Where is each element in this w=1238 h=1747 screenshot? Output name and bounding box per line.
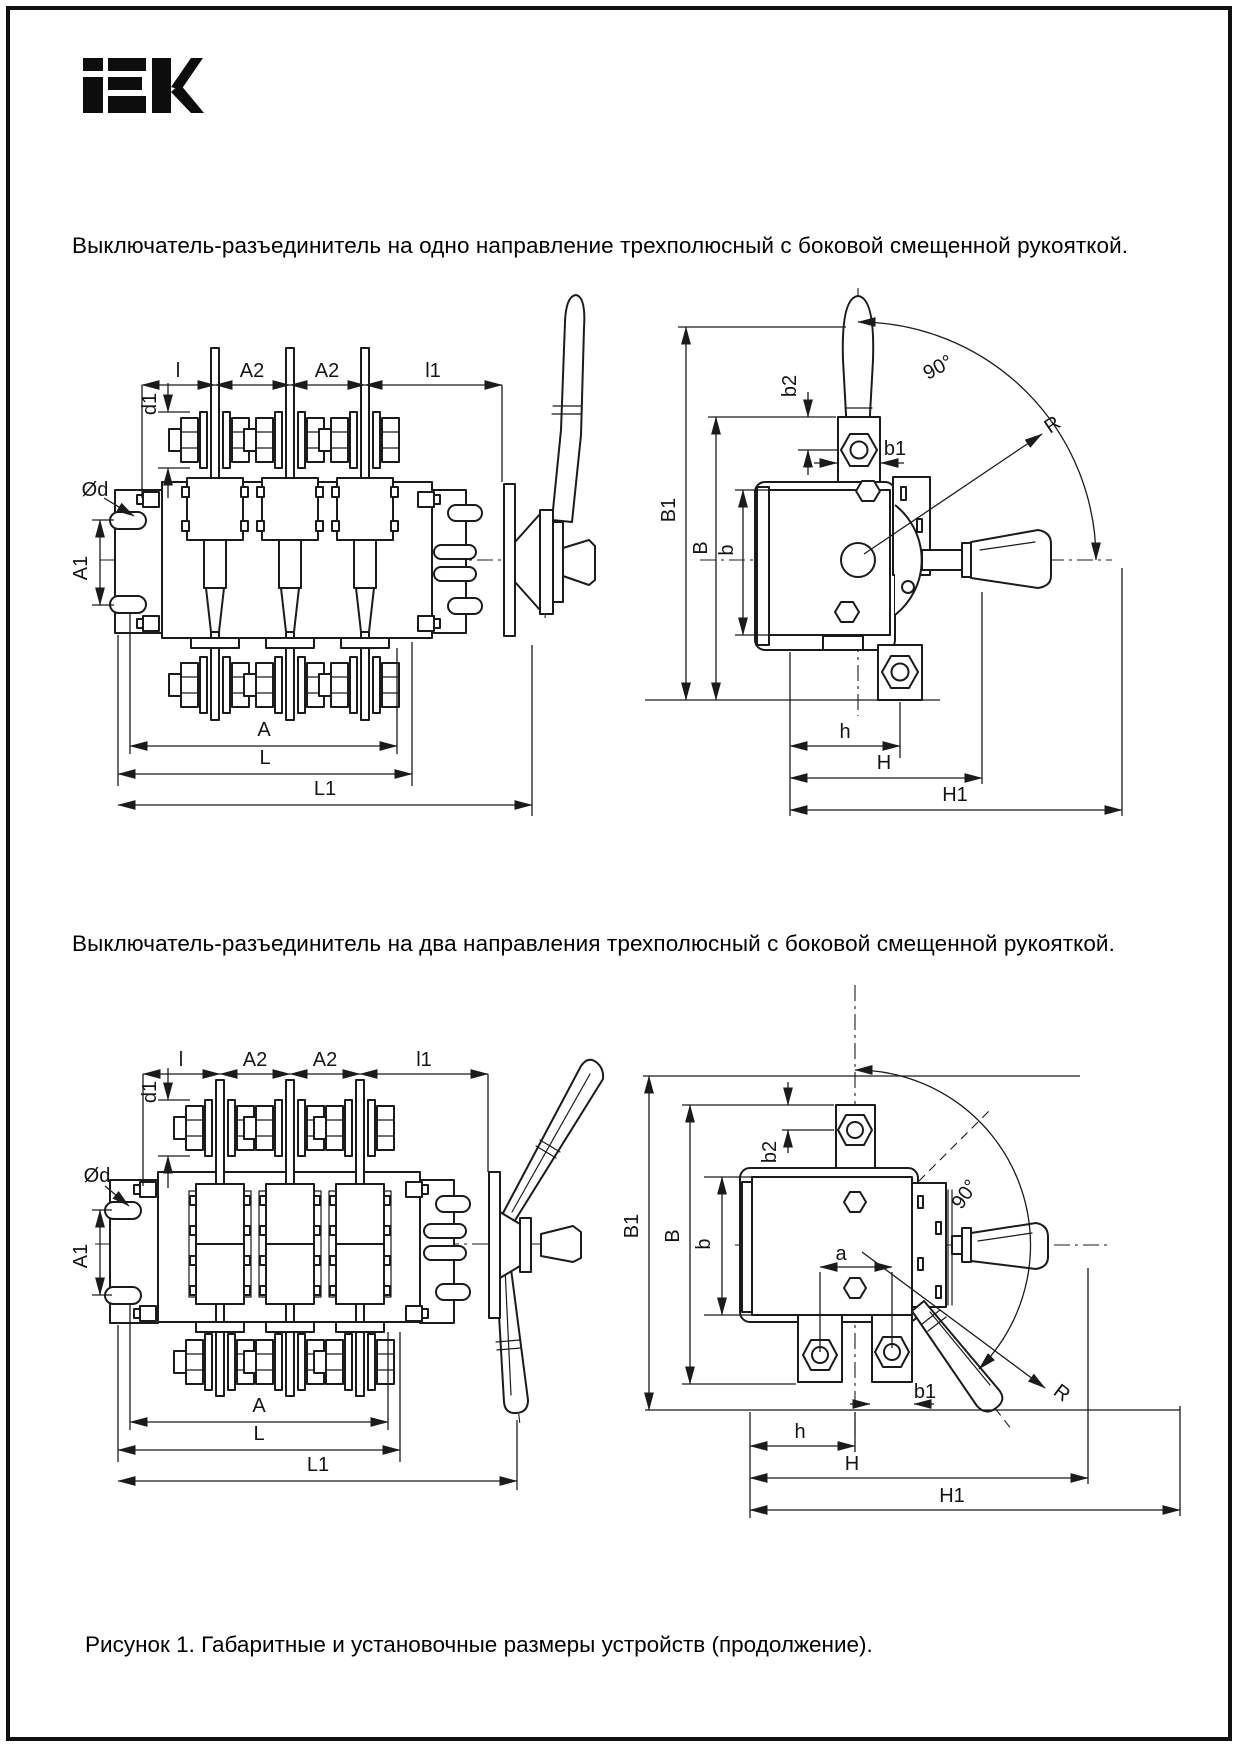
two-direction-side-view bbox=[621, 985, 1180, 1518]
dim-label-R: R bbox=[1049, 1380, 1075, 1407]
dim-label-d1: d1 bbox=[139, 1080, 161, 1104]
dim-label-l: l bbox=[178, 1049, 184, 1071]
dim-label-H: H bbox=[876, 752, 892, 774]
dim-label-diameter: Ød bbox=[81, 479, 109, 501]
dim-label-B1: B1 bbox=[658, 497, 680, 523]
dim-label-a2: A2 bbox=[239, 360, 265, 382]
figure-caption: Рисунок 1. Габаритные и установочные размеры устройств (продолжение). bbox=[85, 1632, 873, 1657]
single-direction-front-view bbox=[70, 290, 595, 816]
dim-label-b: b bbox=[716, 544, 738, 556]
two-direction-front-view bbox=[70, 1049, 603, 1490]
dim-label-H1: H1 bbox=[939, 1485, 965, 1507]
dim-label-a: a bbox=[835, 1243, 847, 1265]
dim-label-l1: l1 bbox=[425, 360, 441, 382]
dim-label-B: B bbox=[662, 1229, 684, 1243]
dim-label-A1: A1 bbox=[70, 1243, 92, 1269]
dim-label-A1: A1 bbox=[70, 555, 92, 581]
dim-label-angle-90: 90° bbox=[947, 1175, 983, 1214]
dim-label-b2: b2 bbox=[779, 374, 801, 398]
dim-label-A: A bbox=[252, 1395, 266, 1417]
single-direction-side-view bbox=[645, 288, 1122, 816]
dim-label-diameter: Ød bbox=[83, 1165, 111, 1187]
dim-label-b1: b1 bbox=[883, 438, 907, 460]
dim-label-angle-90: 90° bbox=[919, 350, 957, 385]
dim-label-b: b bbox=[693, 1238, 715, 1250]
dim-label-a2: A2 bbox=[312, 1049, 338, 1071]
dim-label-R: R bbox=[1040, 411, 1065, 439]
dim-label-l: l bbox=[175, 360, 181, 382]
dim-label-h: h bbox=[794, 1421, 806, 1443]
iek-logo bbox=[83, 58, 204, 113]
dim-label-b2: b2 bbox=[759, 1140, 781, 1164]
dim-label-H1: H1 bbox=[942, 784, 968, 806]
dim-label-b1: b1 bbox=[913, 1381, 937, 1403]
dim-label-H: H bbox=[844, 1453, 860, 1475]
dim-label-d1: d1 bbox=[139, 392, 161, 416]
dim-label-h: h bbox=[839, 721, 851, 743]
dim-label-B1: B1 bbox=[621, 1213, 643, 1239]
dim-label-L1: L1 bbox=[306, 1454, 330, 1476]
dim-label-B: B bbox=[690, 541, 712, 555]
dim-label-L: L bbox=[253, 1423, 265, 1445]
dim-label-A: A bbox=[257, 719, 271, 741]
dim-label-a2: A2 bbox=[242, 1049, 268, 1071]
dim-label-L: L bbox=[259, 747, 271, 769]
section-title-two-directions: Выключатель-разъединитель на два направления трехполюсный с боковой смещенной рукояткой. bbox=[72, 931, 1115, 956]
dim-label-L1: L1 bbox=[313, 778, 337, 800]
dim-label-l1: l1 bbox=[416, 1049, 432, 1071]
dim-label-a2: A2 bbox=[314, 360, 340, 382]
section-title-one-direction: Выключатель-разъединитель на одно направление трехполюсный с боковой смещенной рукояткой. bbox=[72, 233, 1129, 258]
